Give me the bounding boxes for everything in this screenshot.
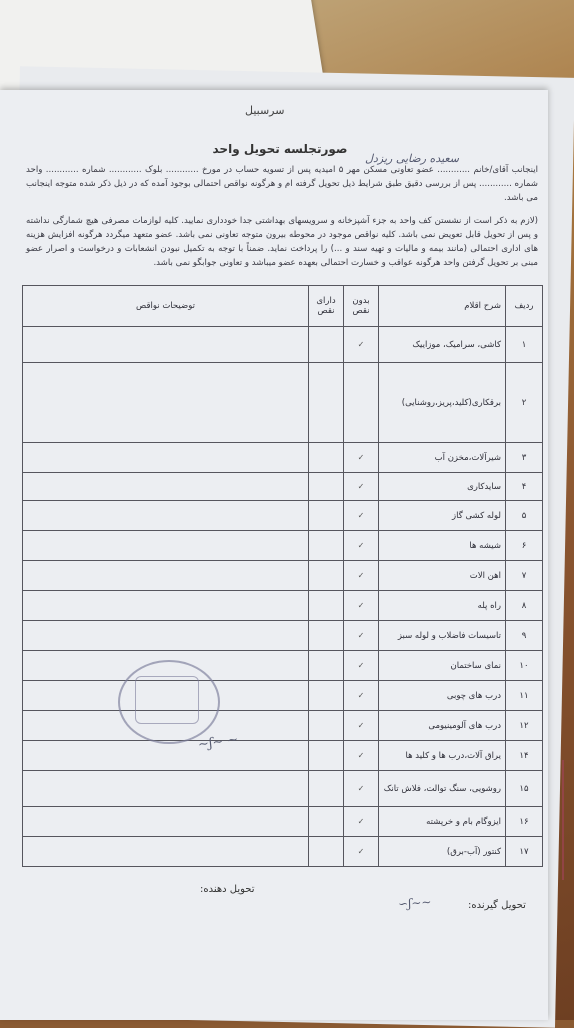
has-defect-cell [309,327,344,363]
notes-cell [23,327,309,363]
row-item: نمای ساختمان [379,651,506,681]
has-defect-cell [309,807,344,837]
check-mark: ✓ [357,453,365,462]
row-item: روشویی، سنگ توالت، فلاش تانک [379,771,506,807]
header-item: شرح اقلام [379,286,506,327]
check-mark: ✓ [357,511,365,520]
header-row-number: ردیف [506,286,543,327]
table-row [23,621,543,651]
no-defect-cell [344,837,379,867]
check-mark: ✓ [357,571,365,580]
notes-cell [23,837,309,867]
no-defect-cell [344,473,379,501]
table-row [23,741,543,771]
document-mark: سرسبیل [245,104,285,117]
table-row [23,443,543,473]
paper-edge-mark [562,760,574,880]
table-row [23,837,543,867]
has-defect-cell [309,561,344,591]
row-item: کنتور (آب-برق) [379,837,506,867]
header-notes: توضیحات نواقص [23,286,309,327]
no-defect-cell [344,327,379,363]
check-mark: ✓ [357,661,365,670]
check-mark: ✓ [357,601,365,610]
header-has-defect: دارای نقص [309,286,344,327]
no-defect-cell [344,681,379,711]
table-row [23,711,543,741]
check-mark: ✓ [357,340,365,349]
row-item: تاسیسات فاضلاب و لوله سبز [379,621,506,651]
notes-cell [23,473,309,501]
row-number: ۱۴ [506,741,543,771]
notes-cell [23,621,309,651]
no-defect-cell [344,591,379,621]
check-mark: ✓ [357,751,365,760]
has-defect-cell [309,443,344,473]
no-defect-cell [344,501,379,531]
no-defect-cell [344,807,379,837]
has-defect-cell [309,711,344,741]
has-defect-cell [309,741,344,771]
table-row [23,651,543,681]
no-defect-cell [344,561,379,591]
row-number: ۷ [506,561,543,591]
notes-cell [23,771,309,807]
row-number: ۱ [506,327,543,363]
row-item: درب های چوبی [379,681,506,711]
has-defect-cell [309,501,344,531]
row-number: ۴ [506,473,543,501]
receiver-label: تحویل گیرنده: [468,900,526,911]
row-item: راه پله [379,591,506,621]
has-defect-cell [309,681,344,711]
stamp-emblem [135,676,199,724]
table-row [23,363,543,443]
row-number: ۱۷ [506,837,543,867]
row-item: برقکاری(کلید،پریز،روشنایی) [379,363,506,443]
row-number: ۸ [506,591,543,621]
signature-receiver: ∽ʃ∼~ [397,894,432,912]
no-defect-cell [344,443,379,473]
check-mark: ✓ [357,541,365,550]
row-number: ۱۰ [506,651,543,681]
check-mark: ✓ [357,482,365,491]
table-header-row [23,286,543,327]
handwritten-name: سعیده رضایی ریزدل [365,152,459,165]
check-mark: ✓ [357,784,365,793]
has-defect-cell [309,531,344,561]
header-no-defect: بدون نقص [344,286,379,327]
no-defect-cell [344,771,379,807]
row-number: ۹ [506,621,543,651]
row-item: درب های آلومینیومی [379,711,506,741]
check-mark: ✓ [357,817,365,826]
notes-cell [23,363,309,443]
has-defect-cell [309,473,344,501]
notes-cell [23,591,309,621]
items-table [22,285,543,867]
notes-cell [23,807,309,837]
table-row [23,327,543,363]
has-defect-cell [309,591,344,621]
check-mark: ✓ [357,721,365,730]
row-item: کاشی، سرامیک، موزاییک [379,327,506,363]
giver-label: تحویل دهنده: [200,884,255,895]
row-number: ۵ [506,501,543,531]
table-row [23,591,543,621]
row-item: لوله کشی گاز [379,501,506,531]
document-title: صورتجلسه تحویل واحد [212,142,348,156]
check-mark: ✓ [357,691,365,700]
no-defect-cell [344,621,379,651]
notes-cell [23,443,309,473]
has-defect-cell [309,621,344,651]
check-mark: ✓ [357,631,365,640]
check-mark: ✓ [357,847,365,856]
row-item: یراق آلات،درب ها و کلید ها [379,741,506,771]
notes-cell [23,531,309,561]
row-item: شیرآلات،مخزن آب [379,443,506,473]
has-defect-cell [309,771,344,807]
row-number: ۱۵ [506,771,543,807]
row-item: سایدکاری [379,473,506,501]
row-number: ۱۲ [506,711,543,741]
row-number: ۲ [506,363,543,443]
table-row [23,531,543,561]
notes-cell [23,741,309,771]
row-number: ۶ [506,531,543,561]
table-row [23,771,543,807]
row-number: ۱۶ [506,807,543,837]
has-defect-cell [309,363,344,443]
has-defect-cell [309,651,344,681]
table-row [23,473,543,501]
intro-paragraph: اینجانب آقای/خانم ............ عضو تعاونی مسکن مهر ۵ امیدیه پس از تسویه حساب در مورخ ............ بلوک ............ شماره ............ واحد شماره ............ پس از بررسی دقیق طبق شرایط ذیل تحویل گرفته ام و هرگونه نواقص احتمالی بوجود آمده که در ذیل ذکر شده متوجه اینجانب می باشد. [26,165,538,203]
row-item: اهن الات [379,561,506,591]
signature-giver: ~ʃ~ ∼ [197,732,240,753]
conditions-paragraph: (لازم به ذکر است از نشستن کف واحد به جزء آشپزخانه و سرویسهای بهداشتی جدا خودداری نمایید. کلیه لوازمات مصرفی هیچ شمارگی نداشته و پس از تحویل قابل تعویض نمی باشد. کلیه نواقص موجود در محوطه بیرون متوجه تعاونی نمی باشد. عضو متعهد میگردد هرگونه افزایش هزینه های اداری احتمالی (مانند بیمه و مالیات و تهیه سند و ...) را پرداخت نماید. ضمناً با توجه به تکمیل نبودن انشعابات و درخواست و اصرار عضو مبنی بر تحویل گرفتن واحد هرگونه عواقب و خسارت احتمالی بعهده عضو میباشد و تعاونی جوابگو نمی باشد. [26,216,538,268]
table-row [23,807,543,837]
notes-cell [23,501,309,531]
no-defect-cell [344,741,379,771]
row-item: شیشه ها [379,531,506,561]
row-item: ایزوگام بام و خرپشته [379,807,506,837]
table-row [23,681,543,711]
row-number: ۳ [506,443,543,473]
no-defect-cell [344,531,379,561]
no-defect-cell [344,711,379,741]
has-defect-cell [309,837,344,867]
no-defect-cell [344,651,379,681]
table-row [23,501,543,531]
no-defect-cell [344,363,379,443]
notes-cell [23,561,309,591]
table-row [23,561,543,591]
row-number: ۱۱ [506,681,543,711]
